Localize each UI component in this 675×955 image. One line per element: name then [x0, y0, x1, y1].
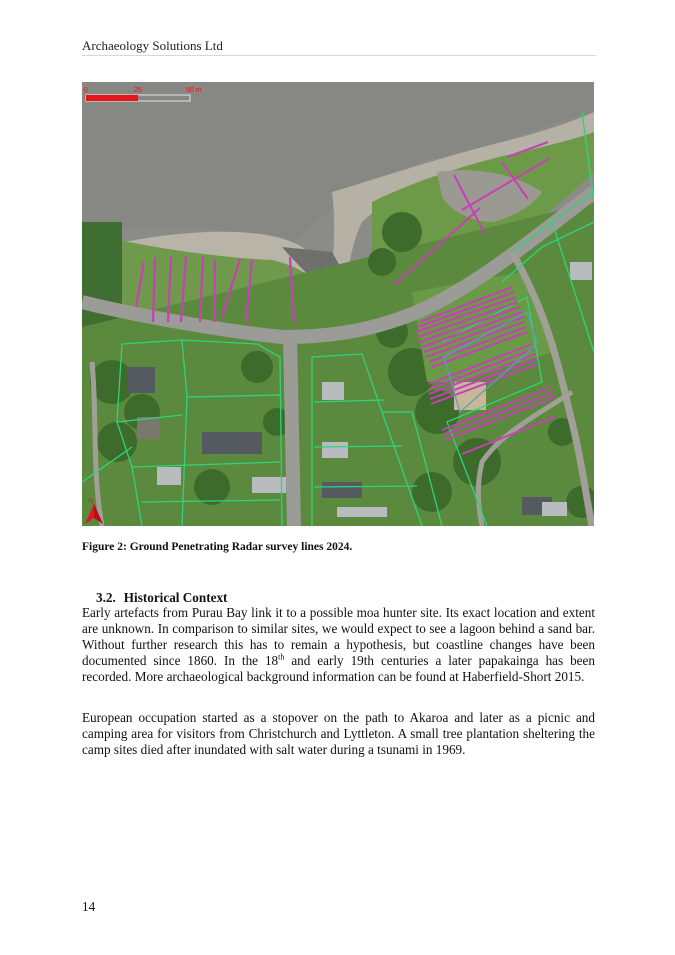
header-divider [82, 55, 596, 56]
gpr-survey-map [82, 82, 594, 526]
section-title: Historical Context [123, 590, 228, 605]
superscript: th [278, 652, 285, 662]
figure-caption: Figure 2: Ground Penetrating Radar survey lines 2024. [82, 541, 353, 553]
running-header: Archaeology Solutions Ltd [82, 38, 223, 53]
paragraph-text: and early 19th centuries a later papakainga has been recorded. More archaeological background information can be found at Haberfield-Short 2015. [82, 652, 595, 684]
section-heading [96, 590, 227, 606]
svg-text:N: N [89, 499, 94, 505]
svg-text:50 m: 50 m [186, 87, 202, 94]
svg-text:0: 0 [84, 87, 88, 94]
paragraph-text: Early artefacts from Purau Bay link it to a possible moa hunter site. Its exact location and extent are unknown. In comparison to similar sites, we would expect to see a lagoon behind a sand bar. Without further research this has to remain a hypothesis, but coastline changes have been documented since 1860. In the 18 [82, 605, 595, 668]
page-number: 14 [82, 899, 96, 914]
svg-text:25: 25 [134, 87, 142, 94]
paragraph-european-occupation: European occupation started as a stopover on the path to Akaroa and later as a picnic and camping area for visitors from Christchurch and Lyttleton. A small tree plantation sheltering the camp sites died after inundated with salt water during a tsunami in 1969. [82, 710, 595, 757]
section-number: 3.2. [96, 590, 116, 605]
paragraph-early-artefacts [82, 605, 595, 685]
